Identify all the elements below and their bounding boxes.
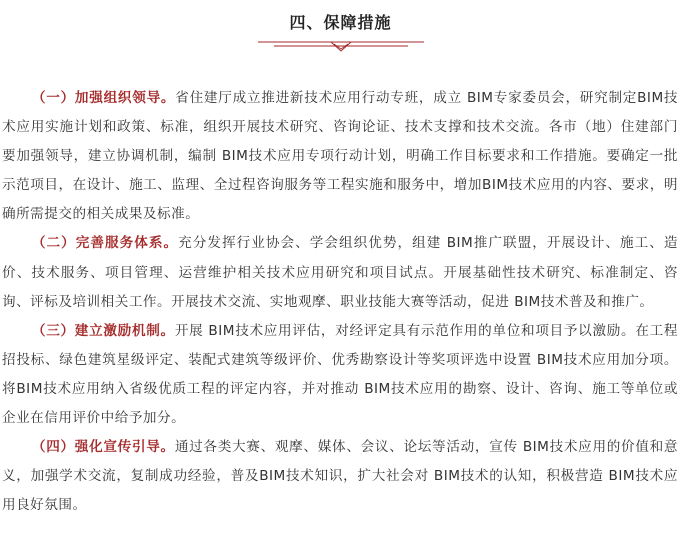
paragraph-text: 省住建厅成立推进新技术应用行动专班，成立 BIM专家委员会，研究制定BIM技术应用实施计划和政策、标准，组织开展技术研究、咨询论证、技术支撑和技术交流。各市（地）住建部门要加强领导，建立协调机制，编制 BIM技术应用专项行动计划，明确工作目标要求和工作措施。要确定一批示范项目，在设计、施工、监理、全过程咨询服务等工程实施和服务中，增加BIM技术应用的内容、要求，明确所需提交的相关成果及标准。 (2, 90, 679, 223)
paragraph-service-system (2, 229, 678, 316)
article-body (2, 84, 678, 520)
paragraph-text: 通过各类大赛、观摩、媒体、会议、论坛等活动，宣传 BIM技术应用的价值和意义，加强学术交流，复制成功经验，普及BIM技术知识，扩大社会对 BIM技术的认知，积极营造 BIM技术应用良好氛围。 (2, 439, 679, 514)
paragraph-lead: （二）完善服务体系。 (31, 235, 179, 252)
paragraph-organization (2, 84, 678, 229)
title-underline-ornament (258, 32, 424, 54)
paragraph-text: 开展 BIM技术应用评估，对经评定具有示范作用的单位和项目予以激励。在工程招投标、绿色建筑星级评定、装配式建筑等级评价、优秀勘察设计等奖项评选中设置 BIM技术应用加分项。将BIM技术应用纳入省级优质工程的评定内容，并对推动 BIM技术应用的勘察、设计、咨询、施工等单位或企业在信用评价中给予加分。 (2, 322, 679, 427)
paragraph-lead: （一）加强组织领导。 (31, 90, 176, 106)
section-title: 四、保障措施 (289, 13, 392, 32)
paragraph-text: 充分发挥行业协会、学会组织优势，组建 BIM推广联盟，开展设计、施工、造价、技术服务、项目管理、运营维护相关技术应用研究和项目试点。开展基础性技术研究、标准制定、咨询、评标及培训相关工作。开展技术交流、实地观摩、职业技能大赛等活动，促进 BIM技术普及和推广。 (2, 235, 678, 310)
paragraph-incentive (2, 317, 678, 433)
section-header (0, 8, 681, 58)
paragraph-lead: （四）强化宣传引导。 (31, 439, 175, 456)
paragraph-publicity (2, 433, 678, 520)
paragraph-lead: （三）建立激励机制。 (31, 322, 175, 339)
